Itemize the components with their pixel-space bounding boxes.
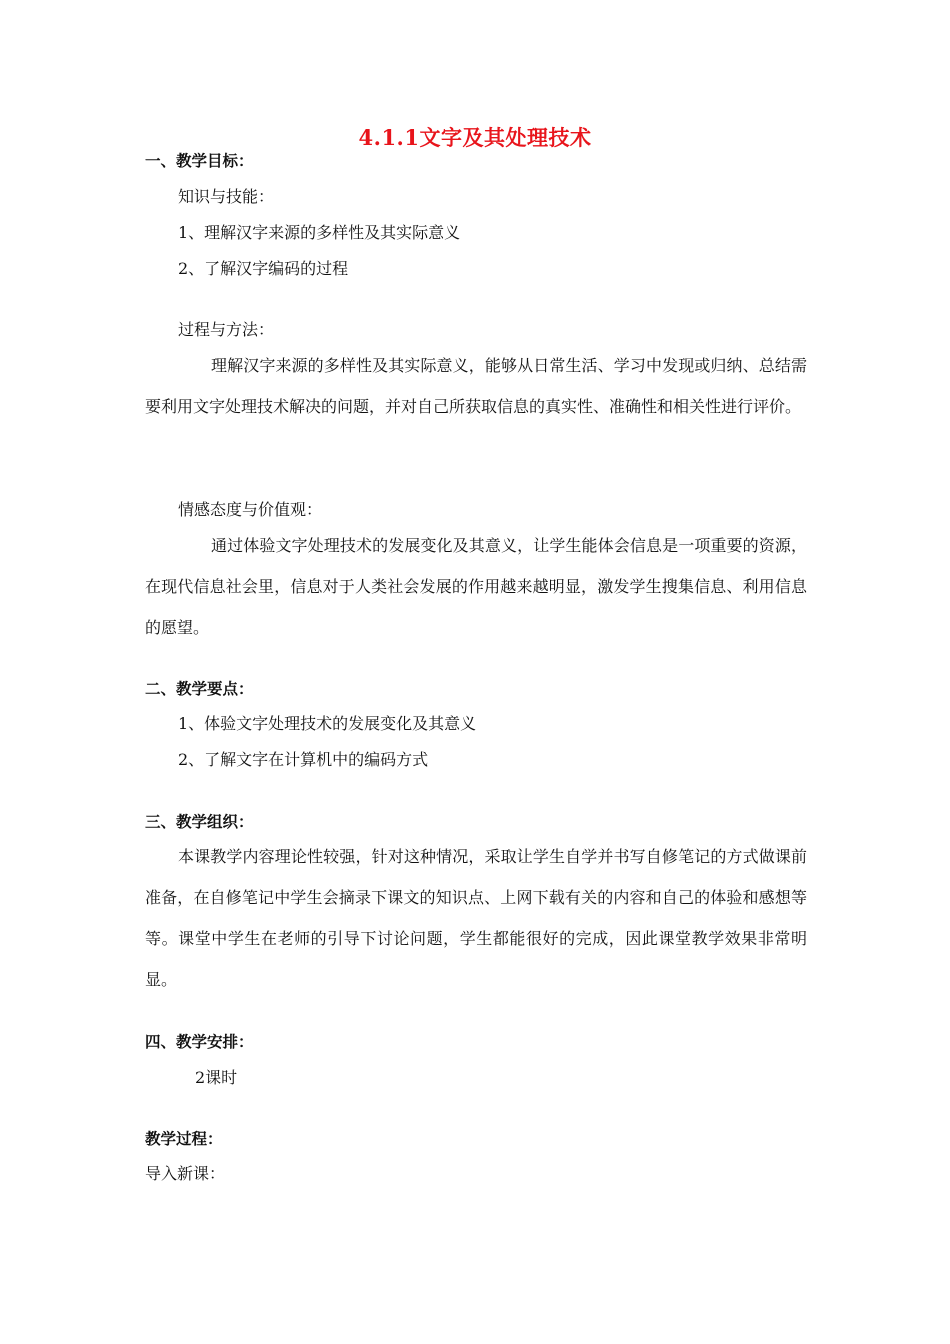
organization-heading: 三、教学组织： bbox=[145, 813, 254, 831]
knowledge-item-1: 1、理解汉字来源的多样性及其实际意义 bbox=[178, 223, 461, 242]
emotion-text: 通过体验文字处理技术的发展变化及其意义，让学生能体会信息是一项重要的资源，在现代信息社会里，信息对于人类社会发展的作用越来越明显，激发学生搜集信息、利用信息的愿望。 bbox=[145, 536, 807, 637]
intro-label: 导入新课： bbox=[145, 1164, 226, 1183]
arrangement-heading: 四、教学安排： bbox=[145, 1033, 254, 1051]
teaching-process-heading: 教学过程： bbox=[145, 1130, 223, 1148]
key-point-item-2: 2、了解文字在计算机中的编码方式 bbox=[178, 750, 429, 769]
knowledge-item-2: 2、了解汉字编码的过程 bbox=[178, 259, 349, 278]
key-point-item-1: 1、体验文字处理技术的发展变化及其意义 bbox=[178, 714, 477, 733]
process-method-text: 理解汉字来源的多样性及其实际意义，能够从日常生活、学习中发现或归纳、总结需要利用文字处理技术解决的问题，并对自己所获取信息的真实性、准确性和相关性进行评价。 bbox=[145, 356, 807, 416]
arrangement-text: 2课时 bbox=[195, 1068, 238, 1087]
organization-text: 本课教学内容理论性较强，针对这种情况，采取让学生自学并书写自修笔记的方式做课前准备，在自修笔记中学生会摘录下课文的知识点、上网下载有关的内容和自己的体验和感想等等。课堂中学生在老师的引导下讨论问题，学生都能很好的完成，因此课堂教学效果非常明显。 bbox=[145, 847, 807, 989]
emotion-label: 情感态度与价值观： bbox=[178, 500, 323, 519]
process-method-label: 过程与方法： bbox=[178, 320, 275, 339]
key-points-heading: 二、教学要点： bbox=[145, 680, 254, 698]
objectives-heading: 一、教学目标： bbox=[145, 152, 254, 170]
knowledge-label: 知识与技能： bbox=[178, 187, 275, 206]
document-title: 4.1.1文字及其处理技术 bbox=[358, 125, 592, 150]
